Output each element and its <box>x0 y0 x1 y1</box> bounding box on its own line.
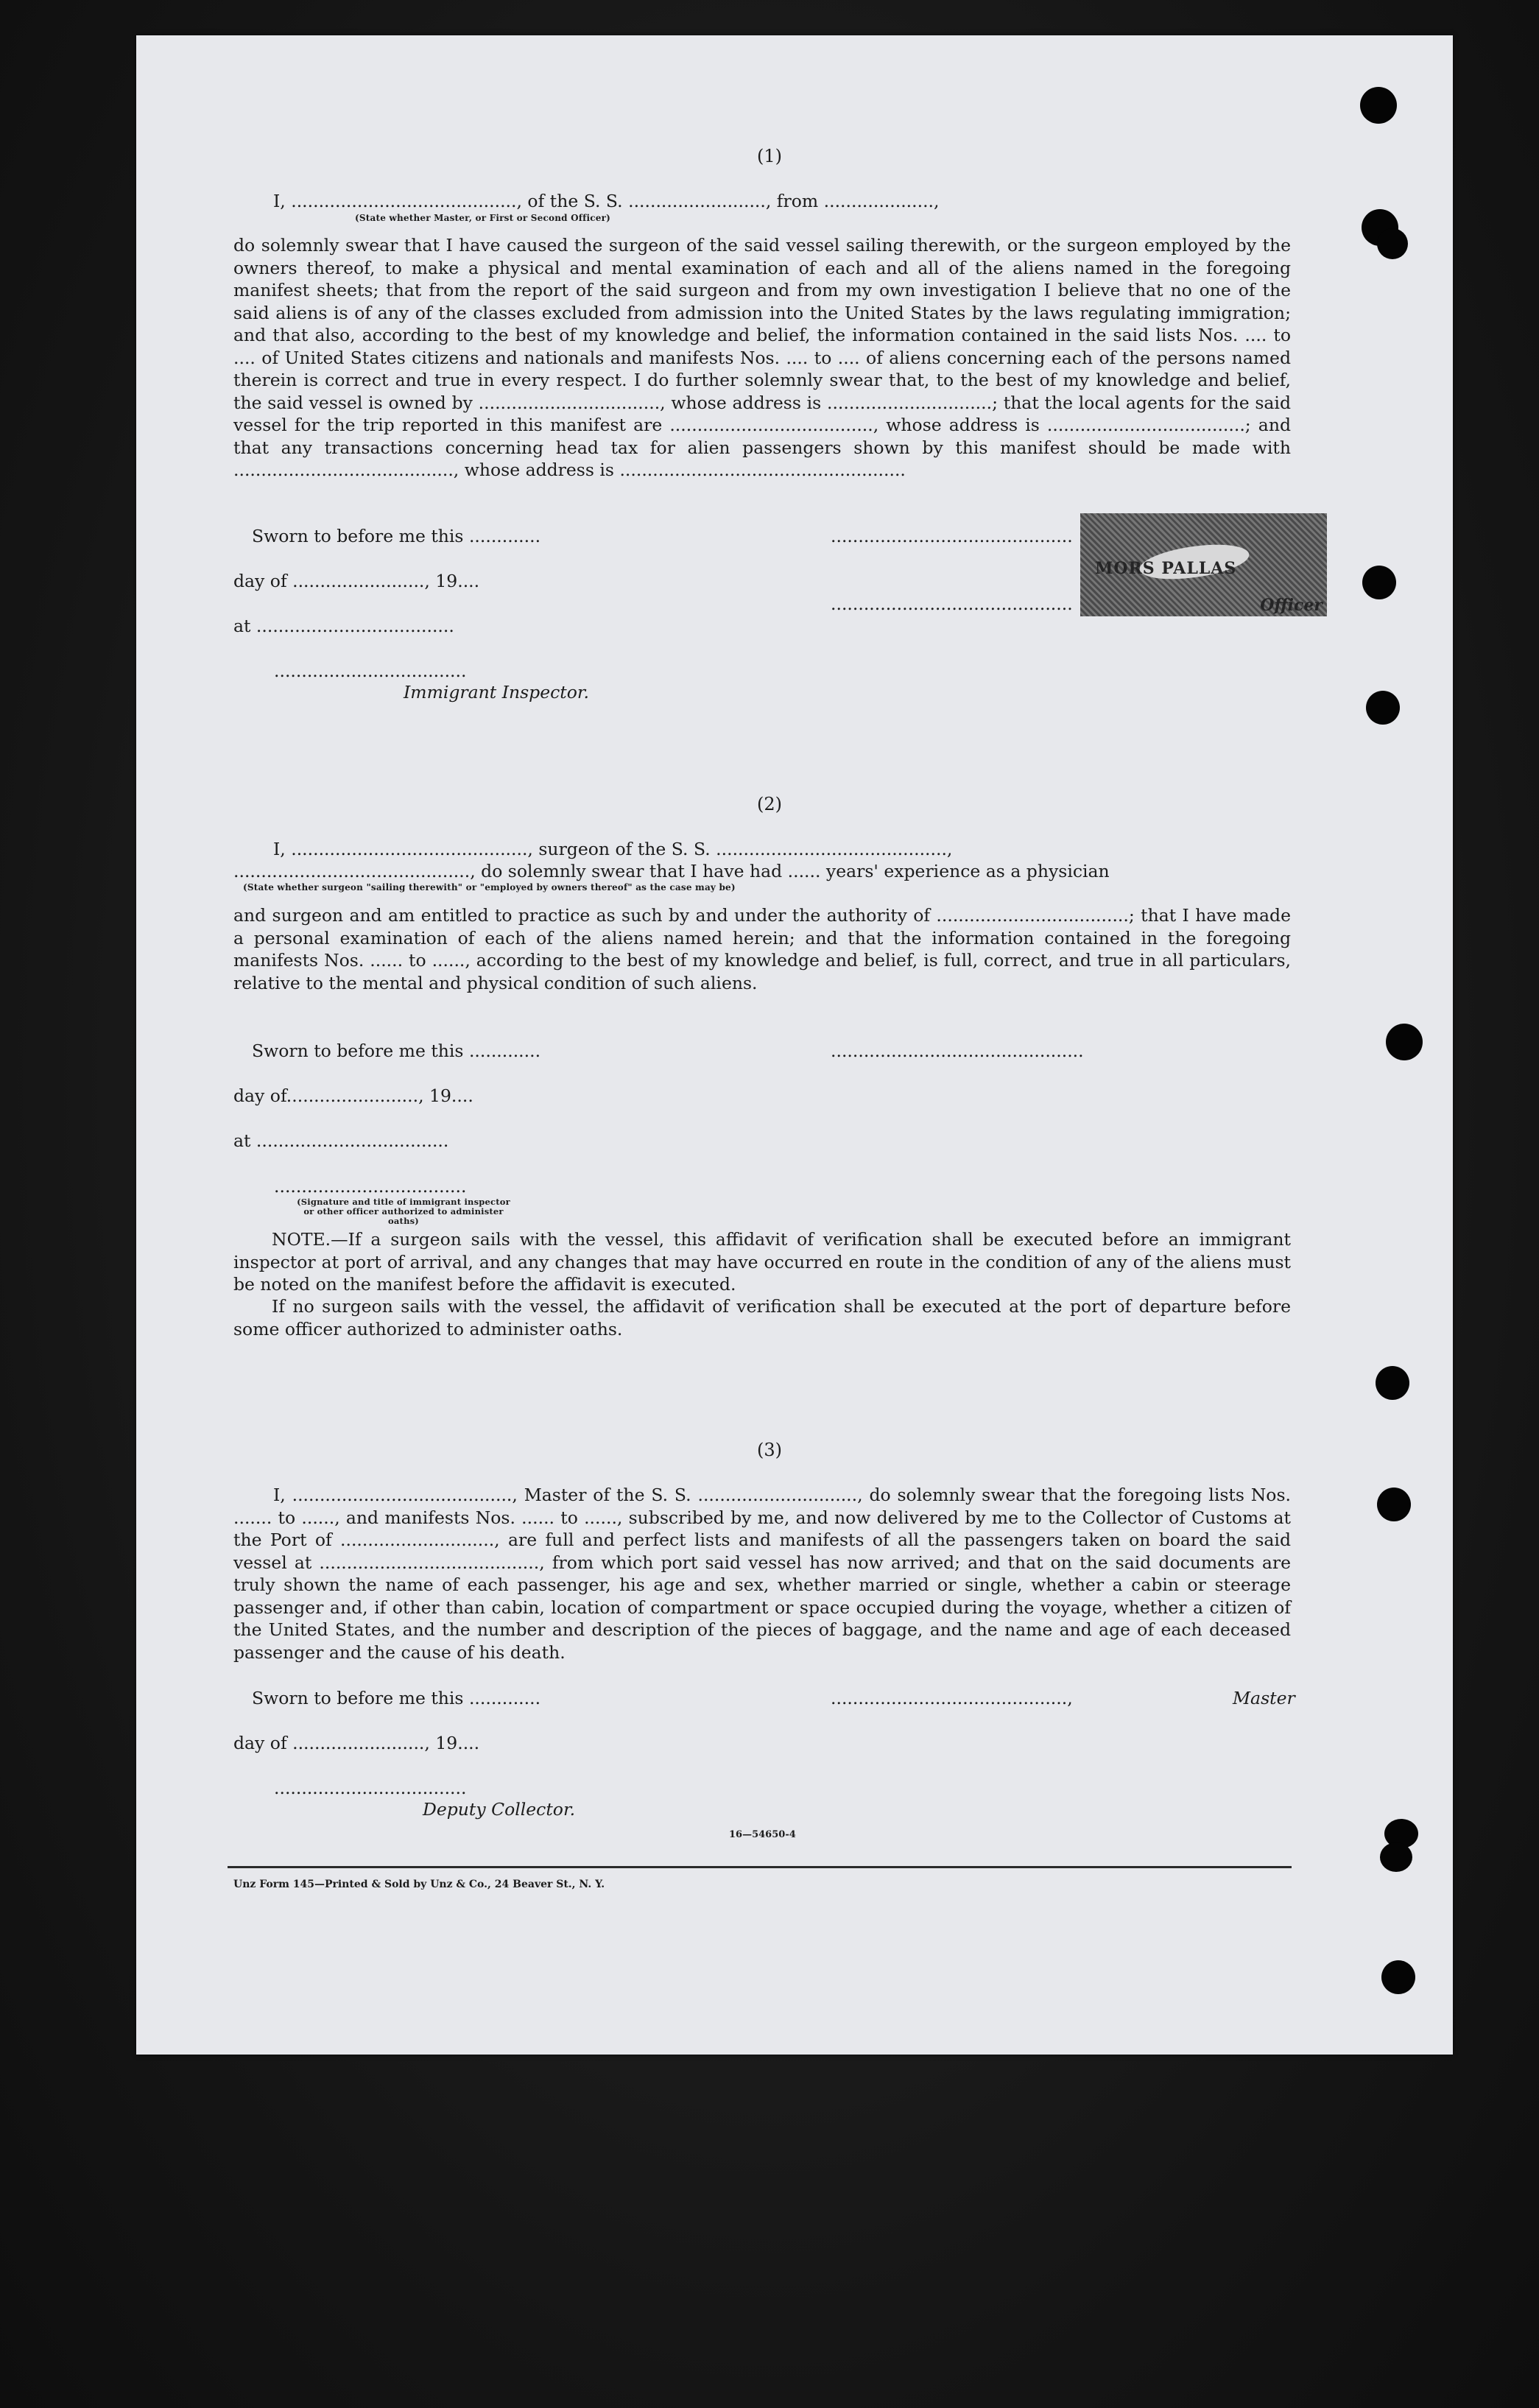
section-1-officer-signature-line-2: ............................................ <box>831 594 1073 614</box>
section-2-at: at ................................... <box>233 1130 449 1151</box>
punch-hole-5 <box>1366 691 1400 725</box>
punch-hole-11 <box>1381 1960 1415 1994</box>
section-2-sworn: Sworn to before me this ............. <box>252 1041 541 1061</box>
section-1-oath-line: I, ........................................., of the S. S. ........................., from ...................., <box>273 191 940 211</box>
punch-hole-3 <box>1377 228 1408 259</box>
section-2-day: day of........................, 19.... <box>233 1085 473 1106</box>
punch-hole-7 <box>1376 1366 1409 1400</box>
section-3-number: (3) <box>757 1440 782 1460</box>
section-1-officer-note: (State whether Master, or First or Second Officer) <box>355 213 610 223</box>
section-3-day: day of ........................, 19.... <box>233 1733 480 1753</box>
section-3-signature-caption: Deputy Collector. <box>423 1799 576 1820</box>
punch-hole-4 <box>1362 566 1396 599</box>
section-2-signature-line: ................................... <box>274 1176 467 1197</box>
punch-hole-10 <box>1380 1842 1412 1872</box>
section-1-sworn: Sworn to before me this ............. <box>252 526 541 546</box>
officer-stamp <box>1080 513 1327 616</box>
section-1-at: at .................................... <box>233 616 454 636</box>
stamp-officer-label: Officer <box>1260 596 1323 615</box>
section-2-number: (2) <box>757 794 782 814</box>
form-number: 16—54650-4 <box>729 1829 796 1840</box>
section-2-surgeon-note: (State whether surgeon "sailing therewith" or "employed by owners thereof" as the case may be) <box>243 882 736 893</box>
section-2-experience-line: ..........................................., do solemnly swear that I have had ...... years' experience as a physician <box>233 861 1110 881</box>
section-2-note-2: If no surgeon sails with the vessel, the affidavit of verification shall be executed at the port of departure before some officer authorized to administer oaths. <box>233 1296 1291 1339</box>
section-2-oath-line: I, ..........................................., surgeon of the S. S. .........................................., <box>273 839 953 859</box>
section-3-sworn: Sworn to before me this ............. <box>252 1688 541 1708</box>
section-1-signature-caption: Immigrant Inspector. <box>404 682 590 703</box>
section-2-body: and surgeon and am entitled to practice as such by and under the authority of ...................................; that I have made a personal examination of each of the aliens named herein; and that the information contained in the foregoing manifests Nos. ...... to ......, according to the best of my knowledge and belief, is full, correct, and true in all particulars, relative to the mental and physical condition of such aliens. <box>233 905 1291 993</box>
section-1-signature-line: ................................... <box>274 661 467 681</box>
section-3-signature-line: ................................... <box>274 1778 467 1798</box>
section-2-officer-signature-line: .............................................. <box>831 1041 1084 1061</box>
section-1-day: day of ........................, 19.... <box>233 571 480 591</box>
punch-hole-1 <box>1360 87 1397 124</box>
punch-hole-8 <box>1377 1488 1411 1521</box>
section-1-number: (1) <box>757 146 782 166</box>
footer-rule <box>228 1866 1292 1868</box>
section-3-body: I, ........................................, Master of the S. S. ............................., do solemnly swear that the foregoing lists Nos. ....... to ......, and manifests Nos. ...... to ......, subscribed by me, and now delivered by me to the Collector of Customs at the Port of ............................, are full and perfect lists and manifests of all the passengers taken on board the said vessel at ........................................, from which port said vessel has now arrived; and that on the said documents are truly shown the name of each passenger, his age and sex, whether married or single, whether a cabin or steerage passenger and, if other than cabin, location of compartment or space occupied during the voyage, whether a citizen of the United States, and the number and description of the pieces of baggage, and the name and age of each deceased passenger and the cause of his death. <box>233 1485 1291 1663</box>
printer-imprint: Unz Form 145—Printed & Sold by Unz & Co., 24 Beaver St., N. Y. <box>233 1879 605 1890</box>
section-3-master-signature-line: ..........................................., <box>831 1688 1073 1708</box>
section-2-note-1: NOTE.—If a surgeon sails with the vessel, this affidavit of verification shall be executed before an immigrant inspector at port of arrival, and any changes that may have occurred en route in the condition of any of the aliens must be noted on the manifest before the affidavit is executed. <box>233 1229 1291 1295</box>
section-3-master-label: Master <box>1233 1688 1295 1708</box>
stamp-text: MORS PALLAS <box>1095 559 1237 578</box>
section-1-body: do solemnly swear that I have caused the surgeon of the said vessel sailing therewith, or the surgeon employed by the owners thereof, to make a physical and mental examination of each and all of the aliens named in the foregoing manifest sheets; that from the report of the said surgeon and from my own investigation I believe that no one of the said aliens is of any of the classes excluded from admission into the United States by the laws regulating immigration; and that also, according to the best of my knowledge and belief, the information contained in the said lists Nos. .... to .... of United States citizens and nationals and manifests Nos. .... to .... of aliens concerning each of the persons named therein is correct and true in every respect. I do further solemnly swear that, to the best of my knowledge and belief, the said vessel is owned by ................................., whose address is ..............................; that the local agents for the said vessel for the trip reported in this manifest are ....................................., whose address is ....................................; and that any transactions concerning head tax for alien passengers shown by this manifest should be made with ........................................, whose address is .................................................... <box>233 235 1291 480</box>
section-1-officer-signature-line-1: ............................................ <box>831 526 1073 546</box>
section-2-signature-caption: (Signature and title of immigrant inspector or other officer authorized to administer oaths) <box>297 1197 510 1226</box>
punch-hole-6 <box>1386 1024 1423 1060</box>
